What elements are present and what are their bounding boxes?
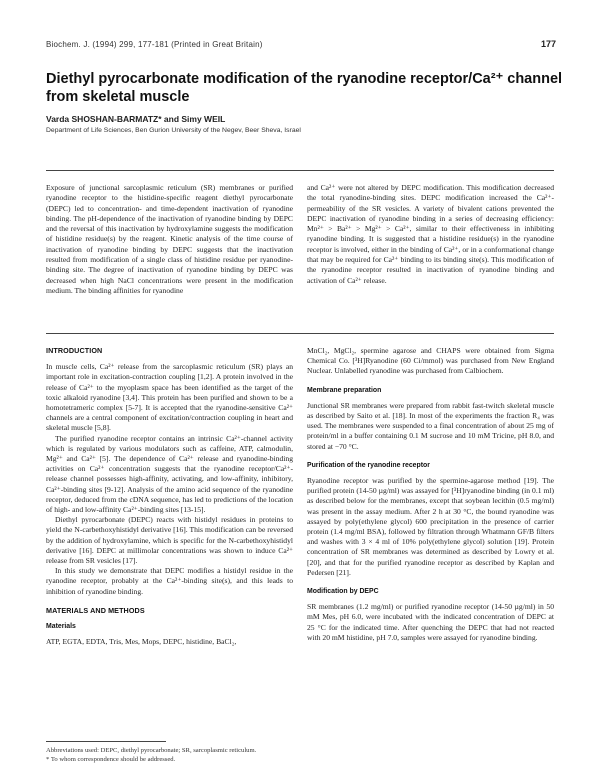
membrane-preparation-heading: Membrane preparation: [307, 386, 382, 394]
introduction-heading: INTRODUCTION: [46, 346, 103, 355]
right-column: [307, 346, 554, 643]
intro-paragraph: In this study we demonstrate that DEPC modifies a histidyl residue in the ryanodine receptor, probably at the Ca²⁺-binding site(s), and this leads to inhibition of ryanodine binding.: [46, 566, 293, 596]
footnotes: [46, 746, 256, 764]
modification-heading: Modification by DEPC: [307, 588, 379, 596]
materials-text: ATP, EGTA, EDTA, Tris, Mes, Mops, DEPC, histidine, BaCl₂,: [46, 637, 237, 647]
correspondence-footnote: * To whom correspondence should be addressed.: [46, 756, 176, 763]
page-number: 177: [540, 39, 556, 49]
intro-paragraph: The purified ryanodine receptor contains an intrinsic Ca²⁺-channel activity which is regulated by various modulators such as caffeine, ATP, calmodulin, Mg²⁺ and Ca²⁺ [5]. The dependence of Ca²⁺ release and ryanodine-binding activities on Ca²⁺ concentration suggests that the ryanodine receptor/Ca²⁺-release channel possesses high-affinity, activating, and low-affinity, inhibitory, Ca²⁺-binding sites [9-12]. Analysis of the amino acid sequence of the ryanodine receptor, deduced from the cDNA sequence, has led to predictions of the location of high- and low-affinity Ca²⁺-binding sites [13-15].: [46, 433, 293, 515]
affiliation: Department of Life Sciences, Ben Gurion University of the Negev, Beer Sheva, Israel: [46, 127, 301, 134]
authors: Varda SHOSHAN-BARMATZ* and Simy WEIL: [46, 114, 226, 124]
modification-text: SR membranes (1.2 mg/ml) or purified ryanodine receptor (14-50 µg/ml) in 50 mM Mes, pH 6.0, were incubated with the indicated concentration of DEPC at 25 °C for the indicated time. After quenching the DEPC that had not reacted with 20 mM histidine, pH 7.0, samples were assayed for ryanodine binding.: [307, 602, 554, 642]
intro-paragraph: Diethyl pyrocarbonate (DEPC) reacts with histidyl residues in proteins to yield the N-carbethoxyhistidyl derivative [16]. This modification can be reversed by the addition of hydroxylamine, which is specific for the N-carbethoxyhistidyl derivative [16]. DEPC at millimolar concentrations was shown to induce Ca²⁺ release from SR vesicles [17].: [46, 515, 293, 566]
footnote-rule: [46, 741, 166, 742]
purification-text: Ryanodine receptor was purified by the spermine-agarose method [19]. The purified protein (14-50 µg/ml) was assayed for [³H]ryanodine binding (in 0.1 ml) as described below for the membranes, except that soybean lecithin (0.5 mg/ml) was present in the assay medium. After 2 h at 30 °C, the bound ryanodine was assayed by poly(ethylene glycol) 600 precipitation in the presence of carrier protein (1.4 mg/ml BSA), followed by filtration through Whatmann GF/B filters and washes with 3 × 4 ml of 10% poly(ethylene glycol) solution [19]. Protein concentration of SR membranes was determined as described by Lowry et al. [20], and that for the purified ryanodine receptor as described by Kaplan and Pedersen [21].: [307, 476, 554, 577]
article-title: Diethyl pyrocarbonate modification of the ryanodine receptor/Ca²⁺ channel from skeletal muscle: [46, 71, 563, 105]
left-column: [46, 346, 293, 647]
membrane-preparation-text: Junctional SR membranes were prepared from rabbit fast-twitch skeletal muscle as described by Saito et al. [18]. In most of the experiments the fraction R₄ was used. The membranes were suspended to a final concentration of about 25 mg of protein/ml in a buffer containing 0.1 M sucrose and 10 mM Tricine, pH 8.0, and stored at −70 °C.: [307, 400, 554, 451]
journal-citation: Biochem. J. (1994) 299, 177-181 (Printed in Great Britain): [46, 40, 263, 49]
abbreviations-footnote: Abbreviations used: DEPC, diethyl pyrocarbonate; SR, sarcoplasmic reticulum.: [46, 747, 257, 754]
abstract-left: Exposure of junctional sarcoplasmic reticulum (SR) membranes or purified ryanodine receptor to the histidine-specific reagent diethyl pyrocarbonate (DEPC) led to concentration- and time-dependent inactivation of ryanodine binding. The pH-dependence of the inactivation of ryanodine binding by DEPC and the reversal of this inactivation by hydroxylamine suggests the modification of histidine residue(s) by the reagent. Kinetic analysis of the time course of inactivation of ryanodine binding by DEPC suggests that the inactivation resulted from modification of a single class of histidine residue per ryanodine-binding site. The degree of inactivation of ryanodine binding by DEPC was decreased when high NaCl concentrations were present in the modification medium. The binding affinities for ryanodine: [46, 183, 293, 295]
materials-continued: MnCl₂, MgCl₂, spermine agarose and CHAPS were obtained from Sigma Chemical Co. [³H]Ryanodine (60 Ci/mmol) was purchased from New England Nuclear. Unlabelled ryanodine was purchased from Calbiochem.: [307, 346, 554, 376]
intro-paragraph: In muscle cells, Ca²⁺ release from the sarcoplasmic reticulum (SR) plays an important role in excitation-contraction coupling [1,2]. A protein involved in the release of Ca²⁺ to the myoplasm space has been identified as the target of the toxic alkaloid ryanodine [3,4]. This protein has been purified and shown to be a homotetrameric complex [5-7]. It is accepted that the ryanodine-sensitive Ca²⁺ channels are a central component of excitation/contraction coupling in heart and skeletal muscle [5,8].: [46, 362, 293, 433]
methods-heading: MATERIALS AND METHODS: [46, 605, 145, 615]
materials-heading: Materials: [46, 623, 76, 631]
abstract-right: and Ca²⁺ were not altered by DEPC modification. This modification decreased the total ryanodine-binding sites. DEPC modification increased the Ca²⁺-permeability of the SR vesicles. A variety of bivalent cations prevented the DEPC inactivation of ryanodine binding in a series of decreasing efficiency: Mn²⁺ > Ba²⁺ > Mg²⁺ > Ca²⁺, similar to their effectiveness in inhibiting ryanodine binding. It is suggested that a histidine residue(s) in the ryanodine receptor is involved, either in the binding of Ca²⁺, or in a conformational change that may be required for Ca²⁺ binding to its binding site(s). This modification of the ryanodine receptor resulted in inactivation of ryanodine binding and activation of Ca²⁺ release.: [307, 183, 554, 285]
purification-heading: Purification of the ryanodine receptor: [307, 461, 430, 469]
abstract-bottom-rule: [46, 333, 554, 334]
abstract-top-rule: [46, 170, 554, 171]
